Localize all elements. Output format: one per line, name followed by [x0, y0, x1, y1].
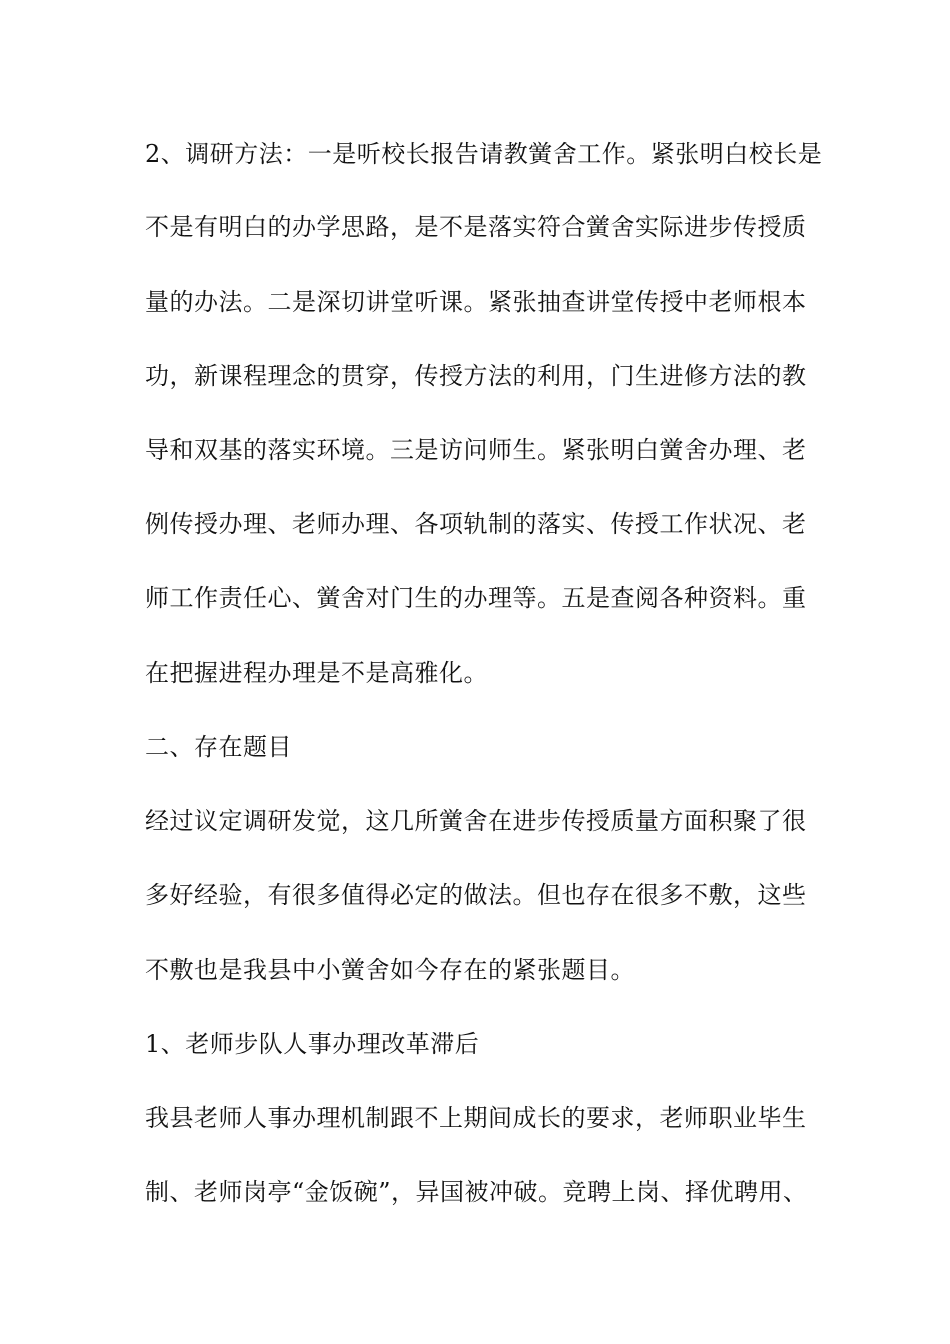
paragraph-line: 2、调研方法：一是听校长报告请教黉舍工作。紧张明白校长是: [145, 140, 823, 168]
paragraph-line: 例传授办理、老师办理、各项轨制的落实、传授工作状况、老: [145, 510, 807, 538]
paragraph-line: 在把握进程办理是不是高雅化。: [145, 659, 488, 687]
paragraph-line: 导和双基的落实环境。三是访问师生。紧张明白黉舍办理、老: [145, 436, 807, 464]
section-heading: 二、存在题目: [145, 733, 292, 761]
paragraph-line: 多好经验，有很多值得必定的做法。但也存在很多不敷，这些: [145, 881, 807, 909]
paragraph-line: 制、老师岗亭“金饭碗”，异国被冲破。竞聘上岗、择优聘用、: [145, 1178, 808, 1206]
paragraph-line: 不是有明白的办学思路，是不是落实符合黉舍实际进步传授质: [145, 213, 807, 241]
paragraph-line: 师工作责任心、黉舍对门生的办理等。五是查阅各种资料。重: [145, 584, 807, 612]
paragraph-line: 经过议定调研发觉，这几所黉舍在进步传授质量方面积聚了很: [145, 807, 807, 835]
subsection-heading: 1、老师步队人事办理改革滞后: [145, 1030, 480, 1058]
paragraph-line: 量的办法。二是深切讲堂听课。紧张抽查讲堂传授中老师根本: [145, 288, 807, 316]
paragraph-line: 我县老师人事办理机制跟不上期间成长的要求，老师职业毕生: [145, 1104, 807, 1132]
paragraph-line: 功，新课程理念的贯穿，传授方法的利用，门生进修方法的教: [145, 362, 807, 390]
paragraph-line: 不敷也是我县中小黉舍如今存在的紧张题目。: [145, 956, 635, 984]
